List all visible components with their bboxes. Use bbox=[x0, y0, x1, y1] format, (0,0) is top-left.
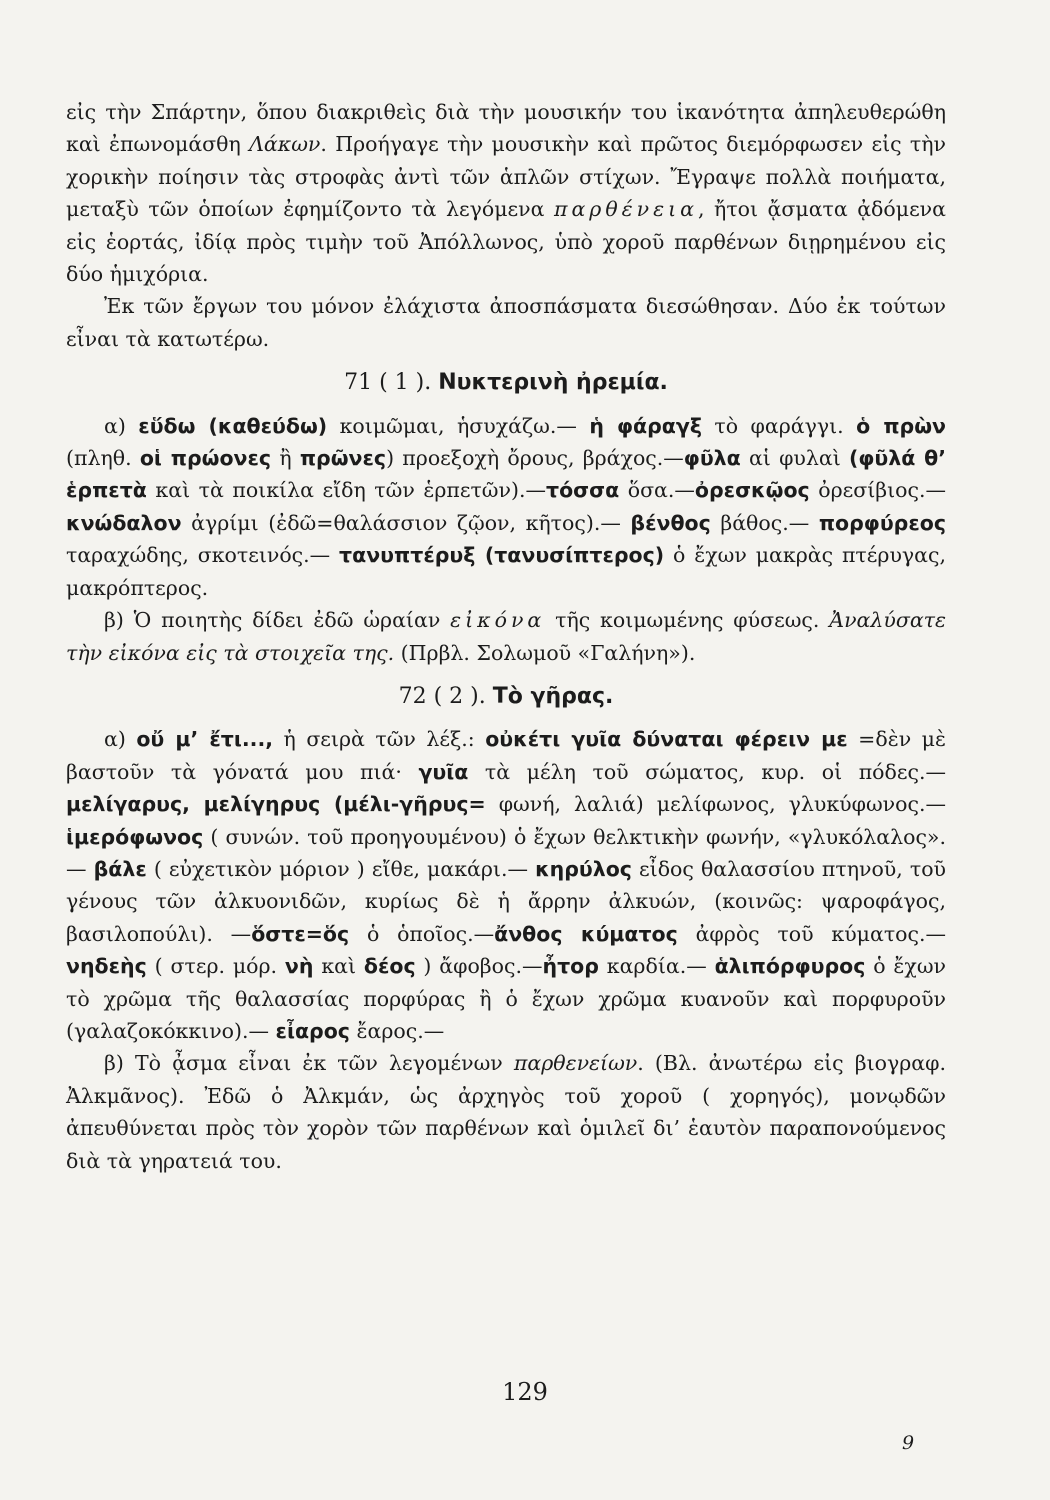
text-run: ) προεξοχὴ ὄρους, βράχος.— bbox=[386, 446, 684, 471]
gloss-term: οὔ μ’ ἔτι..., bbox=[136, 727, 274, 752]
gloss-term: ὀρεσκῷος bbox=[694, 478, 810, 503]
text-run: ( εὐχετικὸν μόριον ) εἴθε, μακάρι.— bbox=[146, 856, 536, 881]
section-number: 71 ( 1 ). bbox=[344, 370, 432, 396]
gloss-term: γυῖα bbox=[418, 759, 469, 784]
text-run: ( συνών. τοῦ προηγουμένου) ὁ ἔχων θελκτικὴν φωνήν, «γλυκόλαλος».— bbox=[66, 824, 946, 881]
gloss-term: ἦτορ bbox=[542, 954, 599, 979]
text-run: ὅσα.— bbox=[619, 478, 695, 503]
section-title: Τὸ γῆρας. bbox=[492, 683, 614, 709]
text-run: , ἤτοι ᾄσματα ᾀδόμενα εἰς ἑορτάς, ἰδίᾳ πρὸς τιμὴν τοῦ Ἀπόλλωνος, ὑπὸ χοροῦ παρθένων διῃρημένου εἰς δύο ἡμιχόρια. bbox=[66, 197, 946, 287]
gloss-term: τόσσα bbox=[546, 478, 620, 503]
text-run: ταραχώδης, σκοτεινός.— bbox=[66, 543, 340, 568]
fragments-paragraph: Ἐκ τῶν ἔργων του μόνον ἐλάχιστα ἀποσπάσματα διεσώθησαν. Δύο ἐκ τούτων εἶναι τὰ κατωτέρω. bbox=[66, 294, 946, 351]
page-number: 129 bbox=[502, 1378, 548, 1406]
gloss-term: νηδεὴς bbox=[66, 954, 147, 979]
gloss-term: ἡ φάραγξ bbox=[589, 413, 702, 438]
text-run: ) ἄφοβος.— bbox=[415, 954, 543, 979]
text-run: =δὲν μὲ βαστοῦν τὰ γόνατά μου πιά· bbox=[66, 727, 946, 784]
gloss-term: ἁλιπόρφυρος bbox=[714, 954, 866, 979]
section-72-glossary bbox=[66, 723, 946, 1047]
section-72-commentary bbox=[66, 1047, 946, 1177]
gloss-term: τανυπτέρυξ (τανυσίπτερος) bbox=[339, 543, 665, 568]
text-run: . Προήγαγε τὴν μουσικὴν καὶ πρῶτος διεμόρφωσεν εἰς τὴν χορικὴν ποίησιν τὰς στροφὰς ἀντὶ τῶν ἁπλῶν στίχων. Ἔγραψε πολλὰ ποιήματα, μεταξὺ τῶν ὁποίων ἐφημίζοντο τὰ λεγόμενα bbox=[66, 132, 946, 222]
gloss-term: δέος bbox=[363, 954, 416, 979]
signature-mark: 9 bbox=[902, 1432, 915, 1454]
text-run: (πληθ. bbox=[66, 446, 140, 471]
page-text bbox=[66, 96, 946, 1177]
section-71-heading bbox=[66, 367, 946, 399]
text-run: ὀρεσίβιος.— bbox=[809, 478, 946, 503]
gloss-term: ἄνθος κύματος bbox=[494, 921, 678, 946]
text-run: βάθος.— bbox=[710, 510, 819, 535]
text-run: καὶ τὰ ποικίλα εἴδη τῶν ἑρπετῶν).— bbox=[146, 478, 546, 503]
text-run: εἶδος θαλασσίου πτηνοῦ, τοῦ γένους τῶν ἀλκυονιδῶν, κυρίως δὲ ἡ ἄρρην ἀλκυών, (κοινῶς: ψαροφάγος, βασιλοπούλι). — bbox=[66, 856, 946, 946]
text-run: (Πρβλ. Σολωμοῦ «Γαλήνη»). bbox=[394, 640, 696, 665]
gloss-term: μελίγαρυς, μελίγηρυς (μέλι-γῆρυς= bbox=[66, 792, 486, 817]
gloss-term: (φῦλά θ’ ἑρπετὰ bbox=[66, 446, 947, 503]
italic-term: Λάκων bbox=[249, 132, 321, 157]
text-run: α) bbox=[104, 727, 137, 752]
text-run: ἢ bbox=[271, 446, 300, 471]
gloss-term: ὅστε=ὅς bbox=[251, 921, 350, 946]
gloss-term: βάλε bbox=[93, 856, 147, 881]
gloss-term: φῦλα bbox=[683, 446, 741, 471]
gloss-term: εὕδω (καθεύδω) bbox=[138, 413, 328, 438]
italic-instruction: Ἀναλύσατε τὴν εἰκόνα εἰς τὰ στοιχεῖα της. bbox=[66, 608, 947, 665]
section-71-glossary bbox=[66, 410, 946, 604]
text-run: κοιμῶμαι, ἡσυχάζω.— bbox=[327, 413, 590, 438]
gloss-term: οὐκέτι γυῖα δύναται φέρειν με bbox=[485, 727, 848, 752]
text-run: φωνή, λαλιά) μελίφωνος, γλυκύφωνος.— bbox=[485, 792, 946, 817]
text-run: ( στερ. μόρ. bbox=[146, 954, 285, 979]
text-run: αἱ φυλαὶ bbox=[740, 446, 849, 471]
text-run: ἀγρίμι (ἐδῶ=θαλάσσιον ζῷον, κῆτος).— bbox=[181, 510, 631, 535]
text-run: ἀφρὸς τοῦ κύματος.— bbox=[677, 921, 947, 946]
text-run: . (Βλ. ἀνωτέρω εἰς βιογραφ. Ἀλκμᾶνος). Ἐδῶ ὁ Ἀλκμάν, ὡς ἀρχηγὸς τοῦ χοροῦ ( χορηγός), μονῳδῶν ἀπευθύνεται πρὸς τὸν χορὸν τῶν παρθένων καὶ ὁμιλεῖ δι’ ἑαυτὸν παραπονούμενος διὰ τὰ γηρατειά του. bbox=[66, 1051, 946, 1173]
gloss-term: ἱμερόφωνος bbox=[66, 824, 204, 849]
gloss-term: πρῶνες bbox=[299, 446, 387, 471]
text-run: ὁ ὁποῖος.— bbox=[349, 921, 495, 946]
spaced-term: εἰκόνα bbox=[450, 608, 546, 633]
gloss-term: εἶαρος bbox=[275, 1018, 350, 1043]
section-number: 72 ( 2 ). bbox=[398, 683, 486, 709]
text-run: εἰς τὴν Σπάρτην, ὅπου διακριθεὶς διὰ τὴν μουσικήν του ἱκανότητα ἀπηλευθερώθη καὶ ἐπωνομάσθη bbox=[66, 100, 946, 157]
gloss-term: ὁ πρὼν bbox=[856, 413, 946, 438]
section-72-heading bbox=[66, 681, 946, 713]
section-title: Νυκτερινὴ ἠρεμία. bbox=[438, 370, 668, 396]
text-run: ὁ ἔχων μακρὰς πτέρυγας, μακρόπτερος. bbox=[66, 543, 946, 600]
text-run: β) Τὸ ᾆσμα εἶναι ἐκ τῶν λεγομένων bbox=[104, 1051, 514, 1076]
gloss-term: πορφύρεος bbox=[818, 510, 946, 535]
text-run: α) bbox=[104, 413, 139, 438]
section-71-commentary bbox=[66, 604, 946, 669]
intro-paragraph bbox=[66, 96, 946, 290]
gloss-term: νὴ bbox=[284, 954, 314, 979]
text-run: β) Ὁ ποιητὴς δίδει ἐδῶ ὡραίαν bbox=[104, 608, 451, 633]
text-run: ὁ ἔχων τὸ χρῶμα τῆς θαλασσίας πορφύρας ἢ ὁ ἔχων χρῶμα κυανοῦν καὶ πορφυροῦν (γαλαζοκόκκινο).— bbox=[66, 954, 946, 1043]
spaced-term: παρθένεια bbox=[553, 197, 699, 222]
text-run: τὸ φαράγγι. bbox=[701, 413, 857, 438]
gloss-term: κνώδαλον bbox=[66, 510, 182, 535]
text-run: καὶ bbox=[313, 954, 364, 979]
text-run: καρδία.— bbox=[598, 954, 715, 979]
italic-term: παρθενείων bbox=[513, 1051, 638, 1076]
text-run: ἔαρος.— bbox=[349, 1018, 445, 1043]
text-run: τὰ μέλη τοῦ σώματος, κυρ. οἱ πόδες.— bbox=[468, 759, 946, 784]
gloss-term: οἱ πρώονες bbox=[139, 446, 272, 471]
gloss-term: κηρύλος bbox=[535, 856, 632, 881]
gloss-term: βένθος bbox=[630, 510, 711, 535]
text-run: τῆς κοιμωμένης φύσεως. bbox=[545, 608, 830, 633]
text-run: ἡ σειρὰ τῶν λέξ.: bbox=[273, 727, 486, 752]
